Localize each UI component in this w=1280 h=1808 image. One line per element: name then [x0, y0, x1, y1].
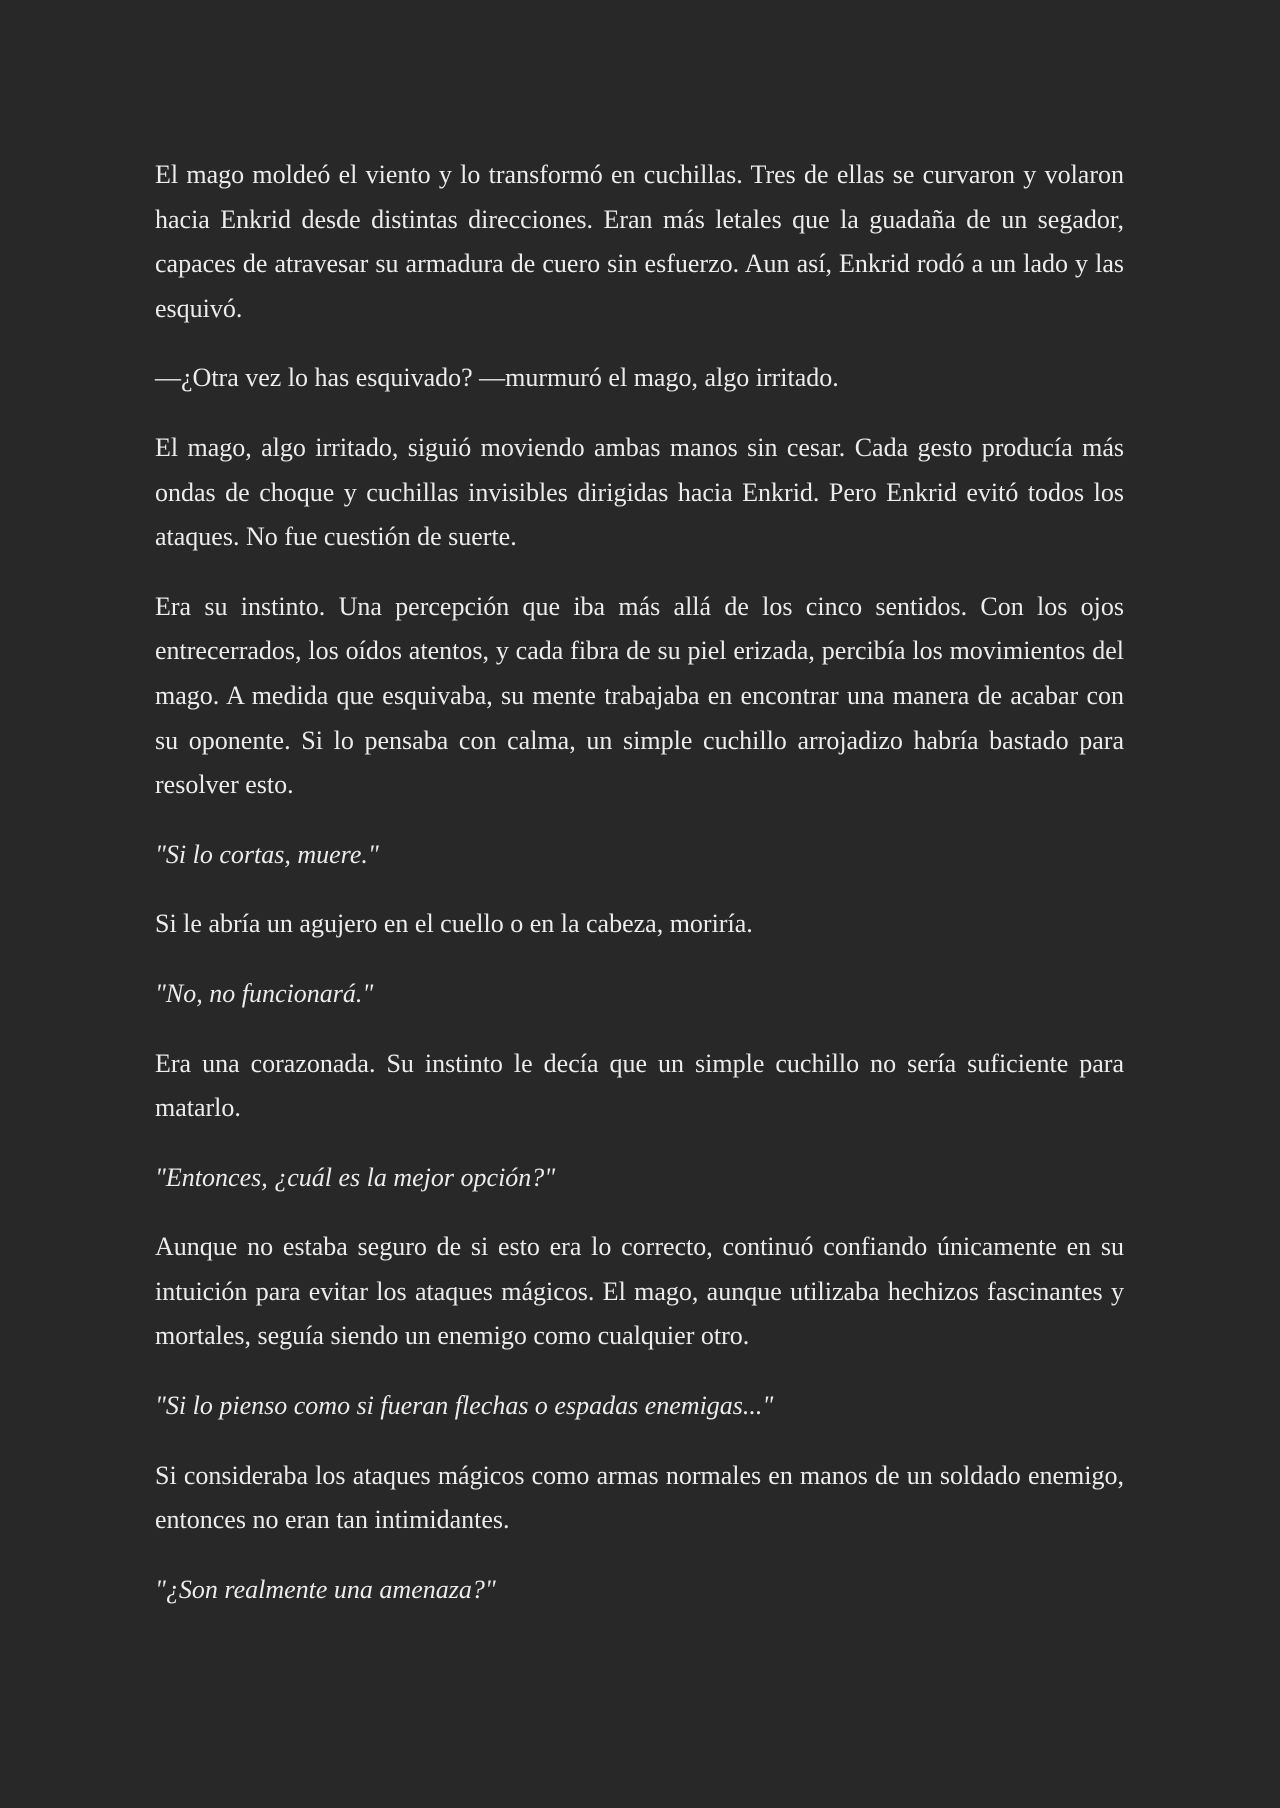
paragraph: Si consideraba los ataques mágicos como armas normales en manos de un soldado enemigo, entonces no eran tan intimidantes.	[155, 1460, 1124, 1535]
paragraph: El mago, algo irritado, siguió moviendo ambas manos sin cesar. Cada gesto producía más ondas de choque y cuchillas invisibles dirigidas hacia Enkrid. Pero Enkrid evitó todos los ataques. No fue cuestión de suerte.	[155, 432, 1124, 552]
inner-thought: "Si lo pienso como si fueran flechas o espadas enemigas..."	[155, 1391, 774, 1421]
inner-thought: "No, no funcionará."	[155, 978, 374, 1008]
inner-thought: "¿Son realmente una amenaza?"	[155, 1574, 496, 1604]
paragraph: El mago moldeó el viento y lo transformó en cuchillas. Tres de ellas se curvaron y volaron hacia Enkrid desde distintas direcciones. Eran más letales que la guadaña de un segador, capaces de atravesar su armadura de cuero sin esfuerzo. Aun así, Enkrid rodó a un lado y las esquivó.	[155, 160, 1124, 323]
inner-thought: "Si lo cortas, muere."	[155, 839, 379, 869]
dialogue-paragraph: —¿Otra vez lo has esquivado? —murmuró el mago, algo irritado.	[155, 363, 839, 393]
inner-thought: "Entonces, ¿cuál es la mejor opción?"	[155, 1162, 556, 1192]
paragraph: Aunque no estaba seguro de si esto era lo correcto, continuó confiando únicamente en su intuición para evitar los ataques mágicos. El mago, aunque utilizaba hechizos fascinantes y mortales, seguía siendo un enemigo como cualquier otro.	[155, 1232, 1124, 1351]
paragraph: Era una corazonada. Su instinto le decía que un simple cuchillo no sería suficiente para matarlo.	[155, 1048, 1124, 1123]
paragraph: Si le abría un agujero en el cuello o en la cabeza, moriría.	[155, 909, 753, 939]
chapter-text	[155, 153, 1124, 1612]
paragraph: Era su instinto. Una percepción que iba más allá de los cinco sentidos. Con los ojos entrecerrados, los oídos atentos, y cada fibra de su piel erizada, percibía los movimientos del mago. A medida que esquivaba, su mente trabajaba en encontrar una manera de acabar con su oponente. Si lo pensaba con calma, un simple cuchillo arrojadizo habría bastado para resolver esto.	[155, 591, 1124, 800]
